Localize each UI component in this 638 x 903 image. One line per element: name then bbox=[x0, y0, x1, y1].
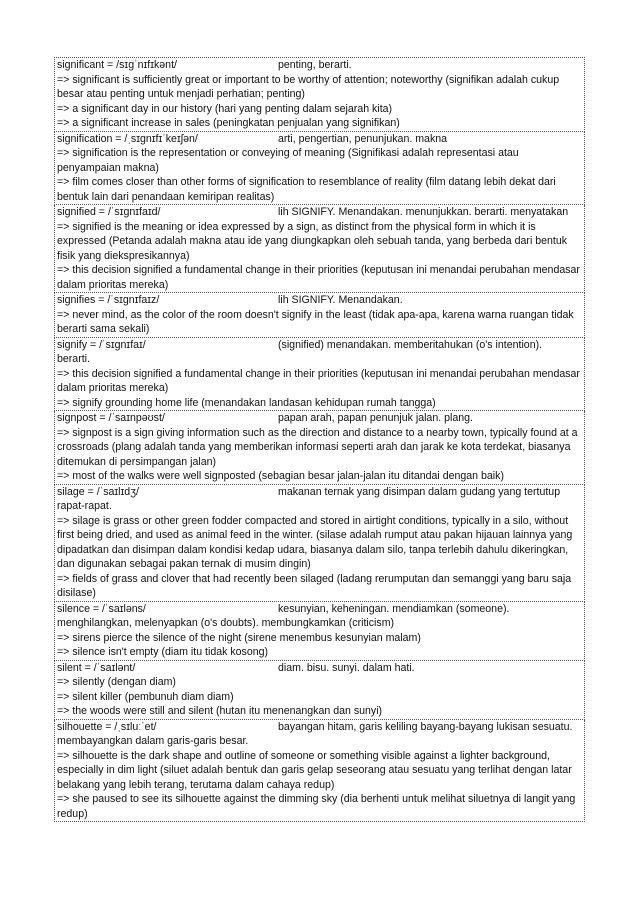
dictionary-entry bbox=[54, 661, 585, 720]
entry-example: => silence isn't empty (diam itu tidak kosong) bbox=[57, 646, 269, 658]
entry-headline bbox=[57, 205, 583, 220]
entry-word: silence = /ˈsaɪləns/ bbox=[57, 602, 146, 615]
entry-definition: diam. bisu. sunyi. dalam hati. bbox=[278, 661, 415, 674]
entry-word: signified = /ˈsɪɡnɪfaɪd/ bbox=[57, 206, 161, 218]
entry-headline bbox=[57, 58, 583, 73]
entry-definition: lih SIGNIFY. Menandakan. bbox=[278, 294, 403, 306]
dictionary-entry bbox=[54, 132, 585, 206]
entry-headline bbox=[57, 720, 583, 735]
dictionary-entry bbox=[54, 720, 585, 823]
entry-headline bbox=[57, 661, 583, 676]
entry-example: => the woods were still and silent (hutan itu menenangkan dan sunyi) bbox=[57, 705, 383, 717]
entry-definition: arti, pengertian, penunjukan. makna bbox=[278, 132, 448, 145]
entry-word: signifies = /ˈsɪɡnɪfaɪz/ bbox=[57, 294, 160, 306]
entry-example: => signification is the representation or conveying of meaning (Signifikasi adalah representasi atau penyampaian makna) bbox=[57, 147, 519, 174]
entry-definition: makanan ternak yang disimpan dalam gudang yang tertutup bbox=[278, 485, 561, 498]
entry-example: => silage is grass or other green fodder compacted and stored in airtight conditions, typically in a silo, without first being dried, and used as animal feed in the winter. (silase adalah rumput atau pakan hijauan lainnya yang dipadatkan dan disimpan dalam kondisi kedap udara, biasanya dalam silo, tanpa terlebih dahulu dikeringkan, dan digunakan sebagai pakan ternak di musim dingin) bbox=[57, 514, 573, 570]
entry-definition: (signified) menandakan. memberitahukan (o's intention). bbox=[278, 338, 543, 351]
entry-example: => signpost is a sign giving information such as the direction and distance to a nearby town, typically found at a crossroads (plang adalah tanda yang memberikan informasi seperti arah dan jarak ke kota terdekat, biasanya ditemukan di persimpangan jalan) bbox=[57, 426, 578, 468]
entry-example: => film comes closer than other forms of signification to resemblance of reality (film datang lebih dekat dari bentuk lain dari penandaan kemiripan realitas) bbox=[57, 176, 556, 203]
entry-definition: lih SIGNIFY. Menandakan. menunjukkan. berarti. menyatakan bbox=[278, 206, 569, 218]
entry-example: => a significant day in our history (hari yang penting dalam sejarah kita) bbox=[57, 102, 393, 115]
entry-example: => silently (dengan diam) bbox=[57, 676, 176, 688]
entry-headline bbox=[57, 602, 583, 617]
entry-word: significant = /sɪɡˈnɪfɪkənt/ bbox=[57, 59, 177, 71]
entry-definition: penting, berarti. bbox=[278, 59, 352, 71]
entry-word: signification = /ˌsɪɡnɪfɪˈkeɪʃən/ bbox=[57, 132, 198, 145]
entry-example: => silhouette is the dark shape and outline of someone or something visible against a lighter background, especially in dim light (siluet adalah bentuk dan garis gelap seseorang atau sesuatu yang terlihat dengan latar belakang yang lebih terang, terutama dalam cahaya redup) bbox=[57, 749, 572, 791]
dictionary-entry bbox=[54, 205, 585, 293]
entry-headline bbox=[57, 132, 583, 147]
entry-definition-continued: berarti. bbox=[57, 353, 90, 365]
entry-example: => this decision signified a fundamental change in their priorities (keputusan ini menandai perubahan mendasar dalam prioritas mereka) bbox=[57, 264, 580, 291]
entry-example: => signified is the meaning or idea expressed by a sign, as distinct from the physical form in which it is expressed (Petanda adalah makna atau ide yang diungkapkan oleh sebuah tanda, yang berbeda dari bentuk fisik yang diekspresikannya) bbox=[57, 220, 568, 262]
dictionary-entry bbox=[54, 293, 585, 338]
entry-example: => she paused to see its silhouette against the dimming sky (dia berhenti untuk melihat siluetnya di langit yang redup) bbox=[57, 793, 576, 820]
dictionary-entry bbox=[54, 485, 585, 602]
entry-headline bbox=[57, 411, 583, 426]
entry-example: => signify grounding home life (menandakan landasan kehidupan rumah tangga) bbox=[57, 396, 436, 409]
entry-example: => sirens pierce the silence of the night (sirene menembus kesunyian malam) bbox=[57, 631, 421, 644]
dictionary-entry bbox=[54, 602, 585, 661]
entry-definition-continued: rapat-rapat. bbox=[57, 500, 112, 512]
entry-word: silent = /ˈsaɪlənt/ bbox=[57, 661, 136, 674]
entry-example: => fields of grass and clover that had recently been silaged (ladang rerumputan dan semanggi yang baru saja disilase) bbox=[57, 572, 572, 599]
entry-example: => silent killer (pembunuh diam diam) bbox=[57, 690, 234, 703]
entry-headline bbox=[57, 485, 583, 500]
entry-word: signify = /ˈsɪɡnɪfaɪ/ bbox=[57, 338, 146, 351]
entry-example: => never mind, as the color of the room doesn't signify in the least (tidak apa-apa, karena warna ruangan tidak berarti sama sekali) bbox=[57, 308, 574, 335]
entry-example: => this decision signified a fundamental change in their priorities (keputusan ini menandai perubahan mendasar dalam prioritas mereka) bbox=[57, 367, 580, 394]
entry-definition-continued: membayangkan dalam garis-garis besar. bbox=[57, 735, 249, 747]
dictionary-entry bbox=[54, 411, 585, 485]
dictionary-document bbox=[54, 57, 585, 822]
entry-headline bbox=[57, 338, 583, 353]
entry-definition-continued: menghilangkan, melenyapkan (o's doubts). membungkamkan (criticism) bbox=[57, 617, 395, 629]
entry-word: silage = /ˈsaɪlɪdʒ/ bbox=[57, 485, 139, 498]
entry-definition: papan arah, papan penunjuk jalan. plang. bbox=[278, 412, 473, 424]
entry-word: signpost = /ˈsaɪnpəʊst/ bbox=[57, 412, 165, 424]
dictionary-entry bbox=[54, 57, 585, 132]
entry-example: => most of the walks were well signposted (sebagian besar jalan-jalan itu ditandai dengan baik) bbox=[57, 470, 504, 482]
entry-word: silhouette = /ˌsɪluːˈet/ bbox=[57, 720, 157, 733]
entry-example: => a significant increase in sales (peningkatan penjualan yang signifikan) bbox=[57, 117, 400, 129]
entry-headline bbox=[57, 293, 583, 308]
entry-example: => significant is sufficiently great or important to be worthy of attention; noteworthy (signifikan adalah cukup besar atau penting untuk menjadi perhatian; penting) bbox=[57, 73, 560, 100]
entry-definition: bayangan hitam, garis keliling bayang-bayang lukisan sesuatu. bbox=[278, 720, 573, 733]
entry-definition: kesunyian, keheningan. mendiamkan (someone). bbox=[278, 602, 510, 615]
dictionary-entry bbox=[54, 338, 585, 412]
